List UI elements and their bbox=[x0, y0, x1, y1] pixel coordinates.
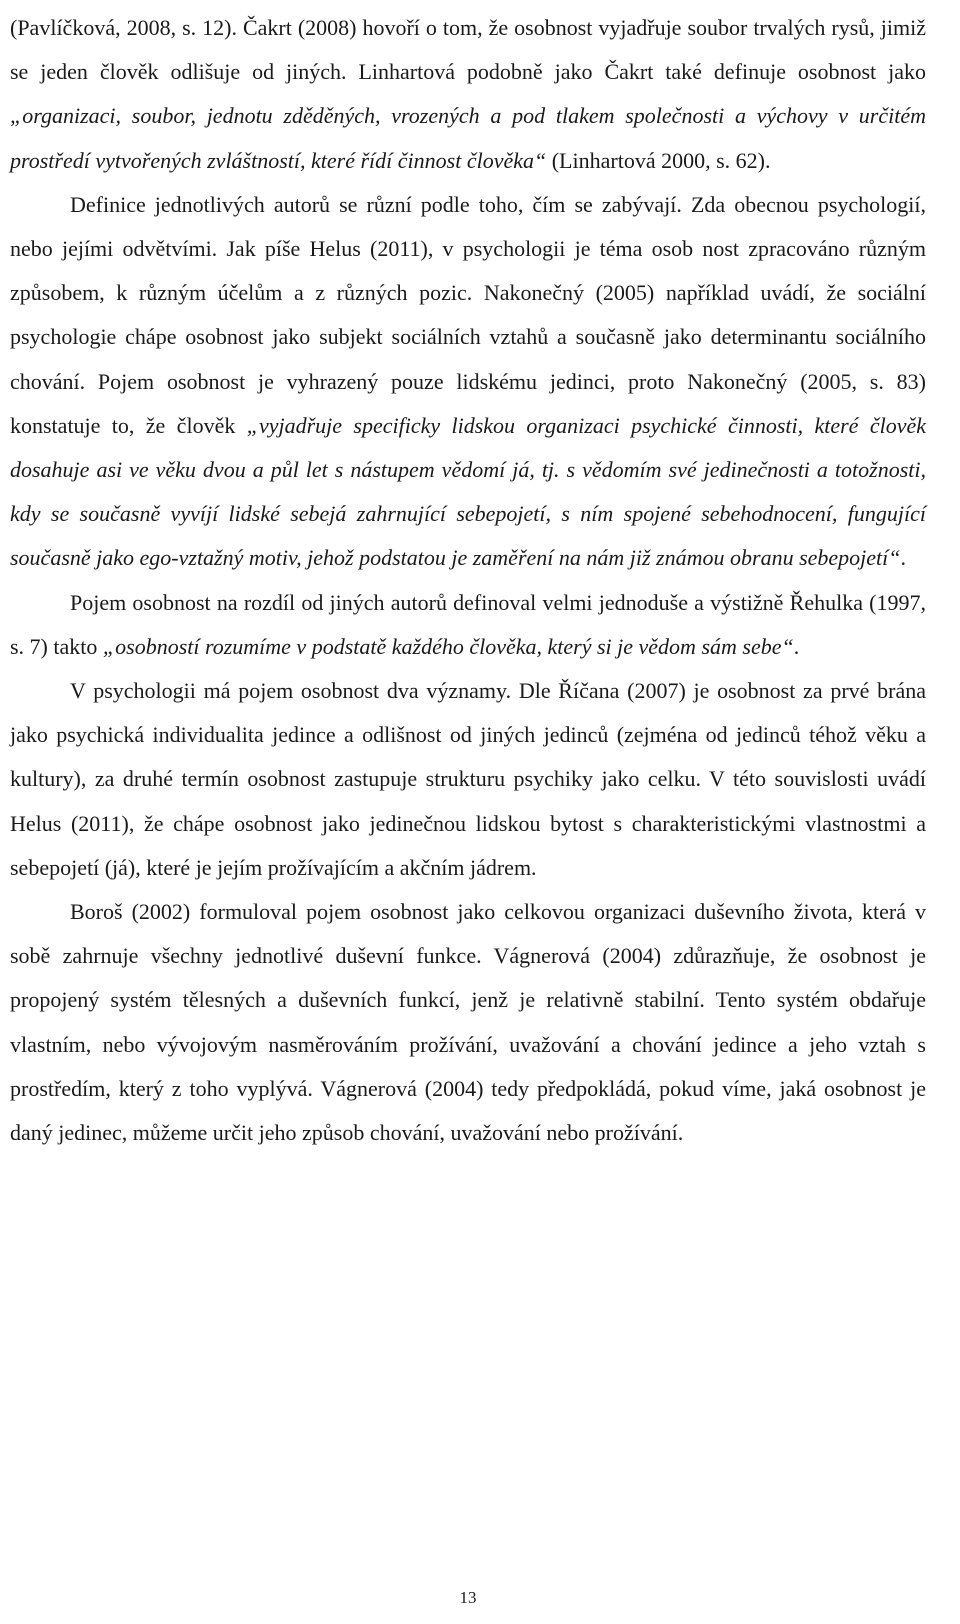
quote-rehulka: „osobností rozumíme v podstatě každého člověka, který si je vědom sám sebe“ bbox=[102, 633, 794, 659]
paragraph-1 bbox=[10, 6, 926, 183]
paragraph-3-end: . bbox=[793, 633, 800, 659]
paragraph-3-text: Pojem osobnost na rozdíl od jiných autorů definoval velmi jednoduše a výstižně Řehulka (1997, s. 7) takto bbox=[10, 589, 926, 659]
document-page bbox=[10, 0, 926, 1624]
paragraph-3 bbox=[10, 581, 926, 669]
paragraph-2-text: Definice jednotlivých autorů se různí podle toho, čím se zabývají. Zda obecnou psychologií, nebo jejími odvětvími. Jak píše Helus (2011), v psychologii je téma osob nost zpracováno různým způsobem, k různým účelům a z různých pozic. Nakonečný (2005) například uvádí, že sociální psychologie chápe osobnost jako subjekt sociálních vztahů a současně jako determinantu sociálního chování. Pojem osobnost je vyhrazený pouze lidskému jedinci, proto Nakonečný (2005, s. 83) konstatuje to, že člověk bbox=[10, 191, 926, 438]
page-number: 13 bbox=[459, 1588, 477, 1607]
paragraph-2-end: . bbox=[900, 545, 906, 571]
paragraph-4-text: V psychologii má pojem osobnost dva významy. Dle Říčana (2007) je osobnost za prvé brána jako psychická individualita jedince a odlišnost od jiných jedinců (zejména od jedinců téhož věku a kultury), za druhé termín osobnost zastupuje strukturu psychiky jako celku. V této souvislosti uvádí Helus (2011), že chápe osobnost jako jedinečnou lidskou bytost s charakteristickými vlastnostmi a sebepojetí (já), které je jejím prožívajícím a akčním jádrem. bbox=[10, 678, 926, 880]
paragraph-4 bbox=[10, 669, 926, 890]
paragraph-5-text: Boroš (2002) formuloval pojem osobnost jako celkovou organizaci duševního života, která v sobě zahrnuje všechny jednotlivé duševní funkce. Vágnerová (2004) zdůrazňuje, že osobnost je propojený systém tělesných a duševních funkcí, jenž je relativně stabilní. Tento systém obdařuje vlastním, nebo vývojovým nasměrováním prožívání, uvažování a chování jedince a jeho vztah s prostředím, který z toho vyplývá. Vágnerová (2004) tedy předpokládá, pokud víme, jaká osobnost je daný jedinec, můžeme určit jeho způsob chování, uvažování nebo prožívání. bbox=[10, 899, 926, 1146]
quote-linhartova: „organizaci, soubor, jednotu zděděných, vrozených a pod tlakem společnosti a výchovy v určitém prostředí vytvořených zvláštností, které řídí činnost člověka“ bbox=[10, 103, 926, 173]
paragraph-1-citation: (Linhartová 2000, s. 62). bbox=[546, 147, 771, 173]
paragraph-5 bbox=[10, 890, 926, 1155]
quote-nakonecny: „vyjadřuje specificky lidskou organizaci psychické činnosti, které člověk dosahuje asi ve věku dvou a půl let s nástupem vědomí já, tj. s vědomím své jedinečnosti a totožnosti, kdy se současně vyvíjí lidské sebejá zahrnující sebepojetí, s ním spojené sebehodnocení, fungující současně jako ego-vztažný motiv, jehož podstatou je zaměření na nám již známou obranu sebepojetí“ bbox=[10, 412, 926, 571]
paragraph-1-text: (Pavlíčková, 2008, s. 12). Čakrt (2008) hovoří o tom, že osobnost vyjadřuje soubor trvalých rysů, jimiž se jeden člověk odlišuje od jiných. Linhartová podobně jako Čakrt také definuje osobnost jako bbox=[10, 15, 926, 85]
body-text bbox=[10, 6, 926, 1155]
paragraph-2 bbox=[10, 183, 926, 581]
